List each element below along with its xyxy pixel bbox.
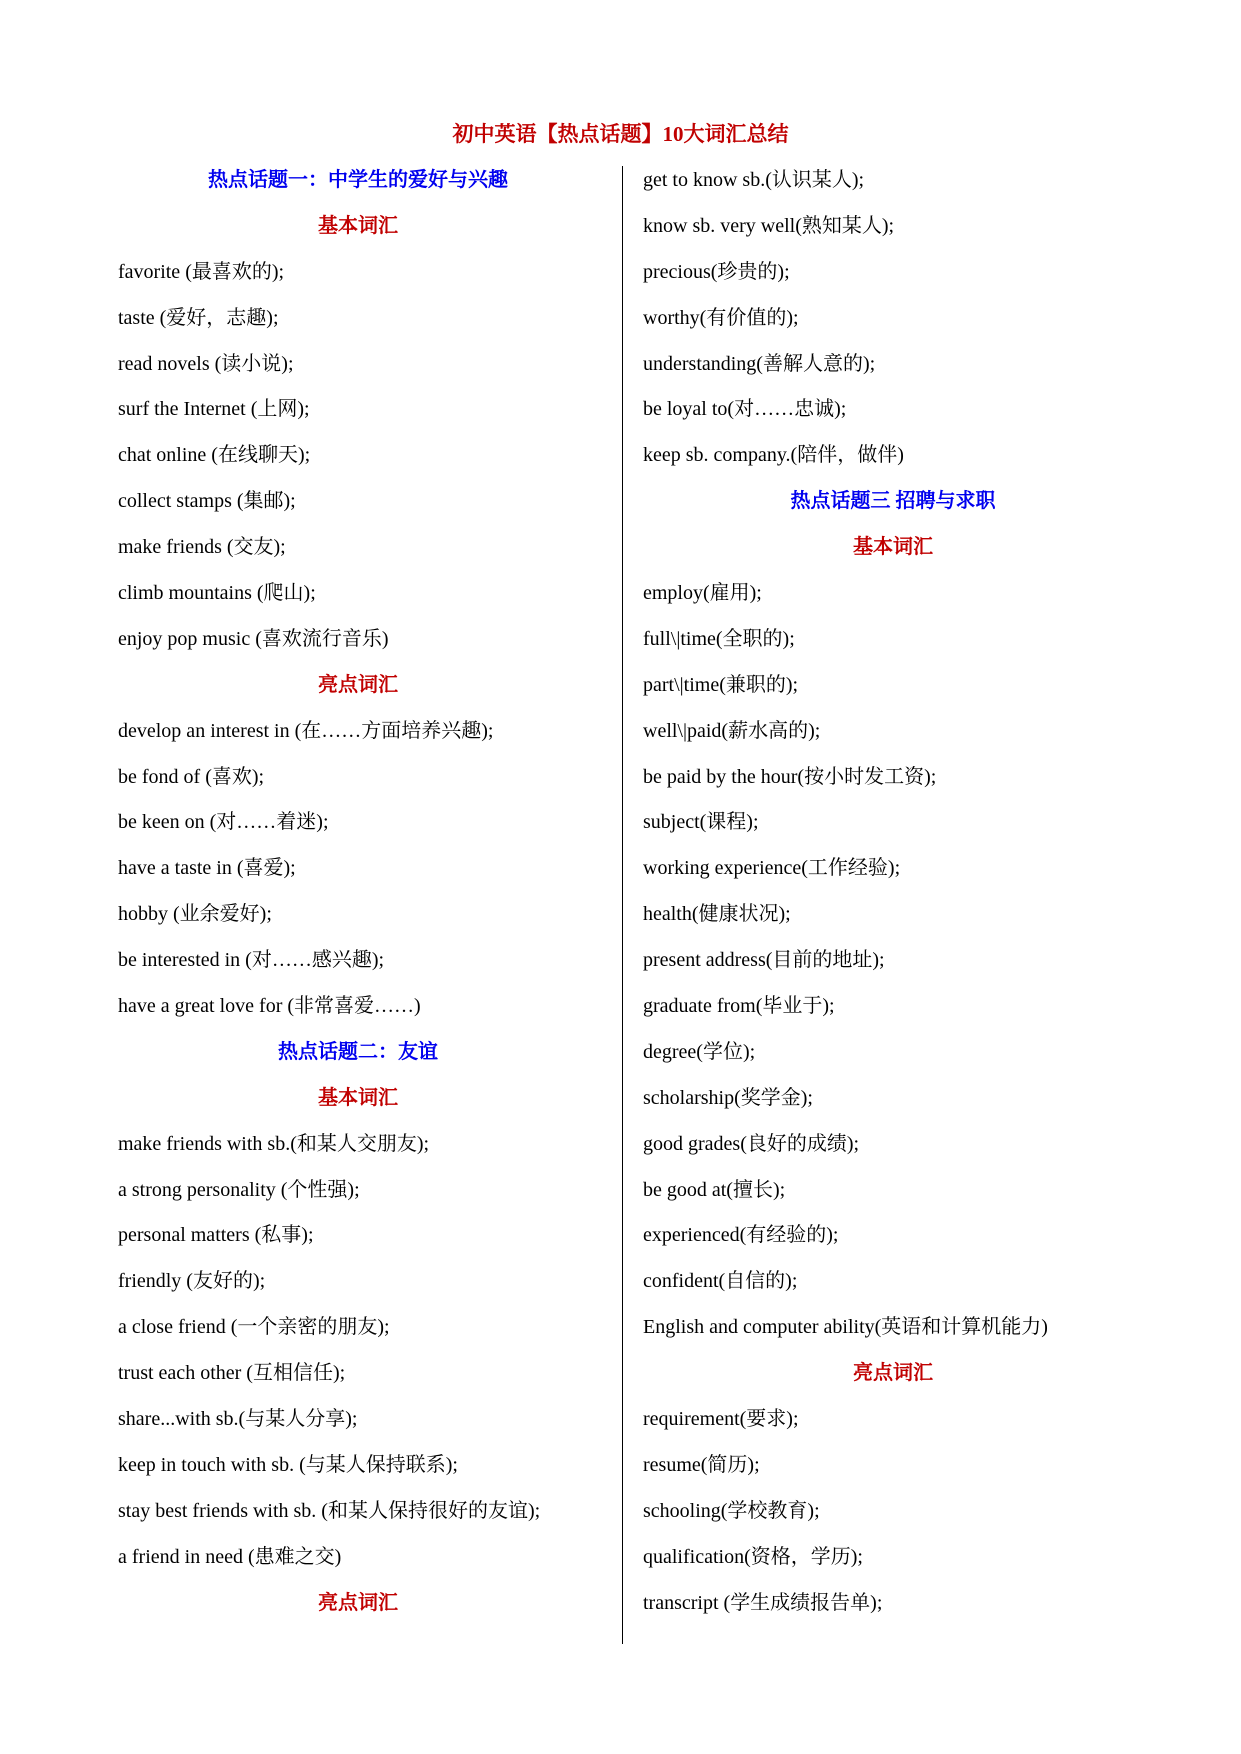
vocab-item: understanding(善解人意的); (643, 352, 876, 375)
vocab-item: get to know sb.(认识某人); (643, 169, 865, 191)
vocab-item: develop an interest in (在……方面培养兴趣); (118, 719, 494, 742)
page-title: 初中英语【热点话题】10大词汇总结 (452, 122, 789, 146)
vocab-item: schooling(学校教育); (643, 1499, 820, 1522)
vocab-item: taste (爱好，志趣); (118, 306, 279, 329)
vocab-item: be paid by the hour(按小时发工资); (643, 765, 937, 788)
section-heading: 亮点词汇 (318, 673, 398, 696)
right-column (643, 166, 1143, 1635)
vocab-item: a friend in need (患难之交) (118, 1545, 342, 1568)
section-heading: 亮点词汇 (853, 1362, 933, 1385)
column-divider (622, 166, 623, 1644)
vocab-item: have a great love for (非常喜爱……) (118, 995, 421, 1018)
vocab-item: be keen on (对……着迷); (118, 811, 329, 834)
vocab-item: share...with sb.(与某人分享); (118, 1408, 358, 1431)
vocab-item: surf the Internet (上网); (118, 398, 310, 421)
vocab-item: a strong personality (个性强); (118, 1178, 360, 1201)
vocab-item: be fond of (喜欢); (118, 765, 265, 788)
section-heading: 基本词汇 (318, 1086, 398, 1109)
vocab-item: be interested in (对……感兴趣); (118, 949, 385, 972)
vocab-item: personal matters (私事); (118, 1224, 314, 1247)
vocab-item: English and computer ability(英语和计算机能力) (643, 1316, 1048, 1339)
vocab-item: favorite (最喜欢的); (118, 260, 285, 283)
vocab-item: present address(目前的地址); (643, 949, 885, 972)
vocab-item: climb mountains (爬山); (118, 582, 316, 605)
vocab-item: keep in touch with sb. (与某人保持联系); (118, 1453, 458, 1476)
vocab-item: precious(珍贵的); (643, 260, 790, 283)
vocab-item: subject(课程); (643, 811, 759, 834)
topic-heading: 热点话题一：中学生的爱好与兴趣 (208, 169, 508, 191)
vocab-item: experienced(有经验的); (643, 1224, 839, 1247)
vocab-item: graduate from(毕业于); (643, 995, 835, 1018)
vocab-item: stay best friends with sb. (和某人保持很好的友谊); (118, 1499, 541, 1522)
vocab-item: full\|time(全职的); (643, 627, 795, 650)
vocab-item: good grades(良好的成绩); (643, 1132, 860, 1155)
vocab-item: keep sb. company.(陪伴，做伴) (643, 444, 904, 467)
vocab-item: resume(简历); (643, 1453, 760, 1476)
section-heading: 基本词汇 (318, 214, 398, 237)
vocab-item: health(健康状况); (643, 903, 791, 926)
vocab-item: confident(自信的); (643, 1270, 798, 1293)
vocab-item: part\|time(兼职的); (643, 673, 799, 696)
vocab-item: qualification(资格，学历); (643, 1545, 863, 1568)
topic-heading: 热点话题三 招聘与求职 (790, 490, 996, 513)
vocab-item: trust each other (互相信任); (118, 1362, 346, 1385)
vocab-item: make friends (交友); (118, 536, 286, 559)
vocab-item: have a taste in (喜爱); (118, 857, 296, 880)
left-column (118, 166, 598, 1635)
vocab-item: collect stamps (集邮); (118, 490, 296, 513)
vocab-item: well\|paid(薪水高的); (643, 719, 821, 742)
vocab-item: know sb. very well(熟知某人); (643, 214, 895, 237)
vocab-item: requirement(要求); (643, 1408, 799, 1431)
vocab-item: read novels (读小说); (118, 352, 294, 375)
vocab-item: chat online (在线聊天); (118, 444, 311, 467)
vocab-item: be good at(擅长); (643, 1178, 786, 1201)
section-heading: 基本词汇 (853, 536, 933, 559)
vocab-item: enjoy pop music (喜欢流行音乐) (118, 627, 389, 650)
vocab-item: degree(学位); (643, 1040, 756, 1063)
vocab-item: be loyal to(对……忠诚); (643, 398, 847, 421)
vocab-item: friendly (友好的); (118, 1270, 266, 1293)
vocab-item: working experience(工作经验); (643, 857, 901, 880)
vocab-item: employ(雇用); (643, 582, 762, 605)
vocab-item: transcript (学生成绩报告单); (643, 1591, 883, 1614)
vocab-item: hobby (业余爱好); (118, 903, 272, 926)
topic-heading: 热点话题二：友谊 (278, 1040, 438, 1063)
section-heading: 亮点词汇 (318, 1591, 398, 1614)
vocab-item: make friends with sb.(和某人交朋友); (118, 1132, 430, 1155)
vocab-item: worthy(有价值的); (643, 306, 799, 329)
vocab-item: scholarship(奖学金); (643, 1086, 813, 1109)
vocab-item: a close friend (一个亲密的朋友); (118, 1316, 390, 1339)
